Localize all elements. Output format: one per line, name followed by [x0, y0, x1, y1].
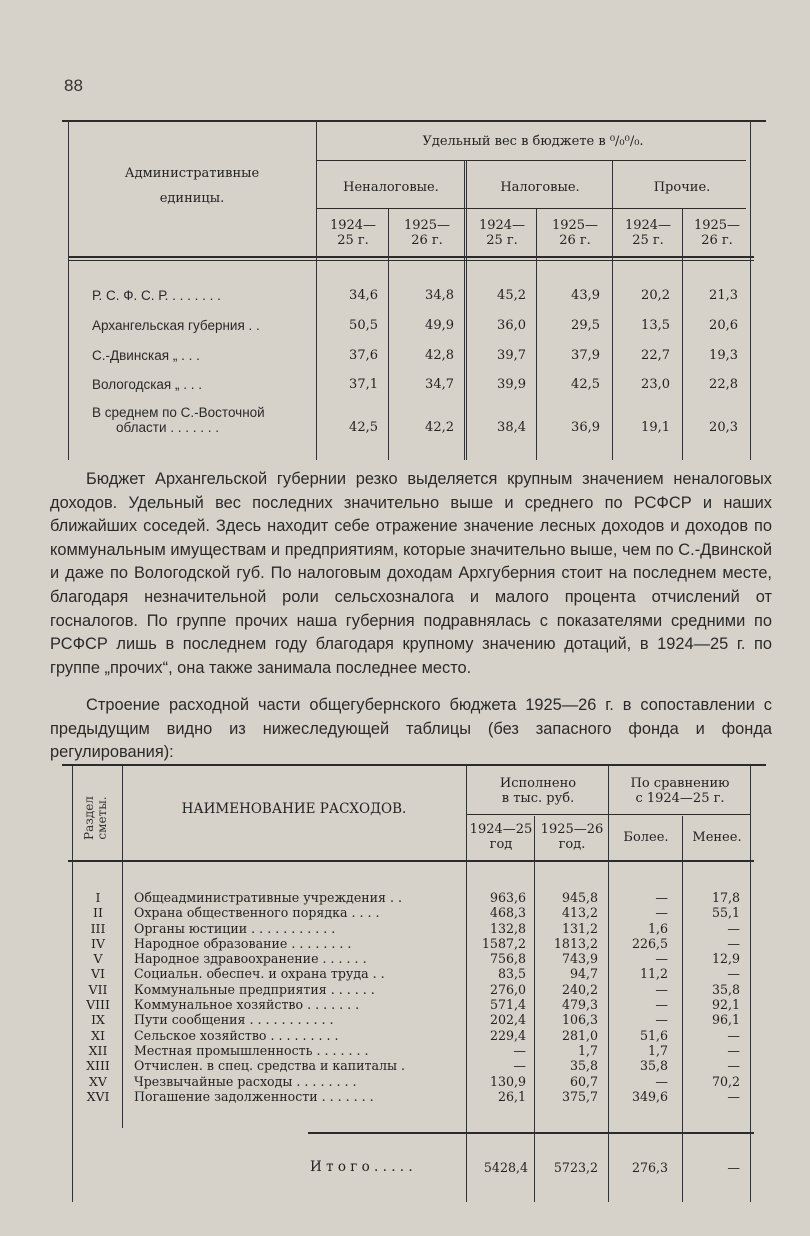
table1-header-rule: [68, 256, 754, 258]
header-executed: Исполнено в тыс. руб.: [499, 776, 577, 806]
header-expense-name: НАИМЕНОВАНИЕ РАСХОДОВ.: [181, 801, 407, 817]
table1-col-divider: [682, 208, 683, 460]
total-1924: 5428,4: [483, 1160, 528, 1175]
header-more: Более.: [623, 830, 669, 845]
table2-col-divider: [682, 816, 683, 1202]
total-less: —: [727, 1160, 740, 1175]
cell-value: 45,2: [497, 288, 526, 303]
row-codes: I II III IV V VI VII VIII IX XI XII XIII XV XVI: [86, 890, 110, 1104]
header-comparison: По сравнению с 1924—25 г.: [630, 776, 730, 806]
row-label-rsfsr: Р. С. Ф. С. Р. . . . . . . .: [92, 288, 221, 303]
cell-value: 42,5: [349, 420, 378, 435]
table1-col-divider: [536, 208, 537, 460]
cell-value: 20,2: [641, 288, 670, 303]
cell-value: 37,6: [349, 348, 378, 363]
header-year-1924: 1924—25 год: [469, 822, 533, 852]
col-more-values: — — 1,6 226,5 — 11,2 — — — 51,6 1,7 35,8 — 349,6: [631, 890, 668, 1104]
cell-value: 36,9: [571, 420, 600, 435]
table2-col-divider: [466, 766, 467, 1202]
total-more: 276,3: [631, 1160, 668, 1175]
year-header: 1925— 26 г.: [693, 218, 741, 248]
cell-value: 37,9: [571, 348, 600, 363]
budget-share-table: [48, 118, 766, 462]
cell-value: 29,5: [571, 318, 600, 333]
cell-value: 39,7: [497, 348, 526, 363]
table1-group-rule: [316, 160, 746, 161]
table1-left-border: [68, 120, 69, 460]
cell-value: 39,9: [497, 377, 526, 392]
group-nontax: Неналоговые.: [343, 180, 439, 195]
cell-value: 42,5: [571, 377, 600, 392]
row-label-vologda: Вологодская „ . . .: [92, 377, 202, 392]
cell-value: 19,1: [641, 420, 670, 435]
cell-value: 36,0: [497, 318, 526, 333]
header-less: Менее.: [692, 830, 742, 845]
col-less-values: 17,8 55,1 — — 12,9 — 35,8 92,1 96,1 — — — 70,2 —: [711, 890, 740, 1104]
table2-left-border: [72, 766, 73, 1202]
table2-col-divider: [534, 816, 535, 1202]
year-header: 1924— 25 г.: [478, 218, 526, 248]
header-razdel: Раздел сметы.: [82, 796, 109, 840]
group-tax: Налоговые.: [500, 180, 580, 195]
cell-value: 34,6: [349, 288, 378, 303]
cell-value: 19,3: [709, 348, 738, 363]
year-header: 1925— 26 г.: [403, 218, 451, 248]
cell-value: 23,0: [641, 377, 670, 392]
cell-value: 21,3: [709, 288, 738, 303]
table2-header-rule: [68, 860, 754, 862]
cell-value: 20,3: [709, 420, 738, 435]
cell-value: 34,7: [425, 377, 454, 392]
paragraph-budget-analysis: Бюджет Архангельской губернии резко выделяется крупным значением неналоговых доходов. Удельный вес последних значительно выше и среднего по РСФСР и наших ближайших соседей. Здесь находит себе отражение значение лесных доходов и доходов по коммунальным имуществам и предприятиям, которые значительно выше, чем по С.-Двинской и даже по Вологодской губ. По налоговым доходам Архгуберния стоит на последнем месте, благодаря незначительной роли сельсхозналога и малого процента отчислений от госналогов. По группе прочих наша губерния подравнялась с показателями средними по РСФСР лишь в последнем году благодаря крупному значению дотаций, в 1924—25 г. по группе „прочих“, она также занимала последнее место.: [50, 470, 772, 677]
table1-header-rule-2: [68, 260, 754, 261]
row-names: Общеадминистративные учреждения . . Охрана общественного порядка . . . . Органы юстиции . . . . . . . . . . . Народное образование . . . . . . . . Народное здравоохранение . . . . . . Социальн. обеспеч. и охрана труда . . Коммунальные предприятия . . . . . . Коммунальное хозяйство . . . . . . . Пути сообщения . . . . . . . . . . . Сельское хозяйство . . . . . . . . . Местная промышленность . . . . . . . Отчислен. в спец. средства и капиталы . Чрезвычайные расходы . . . . . . . . Погашение задолженности . . . . . . .: [134, 890, 406, 1104]
cell-value: 38,4: [497, 420, 526, 435]
page-number: 88: [64, 76, 83, 95]
total-1925: 5723,2: [553, 1160, 598, 1175]
table2-col-divider: [608, 766, 609, 1202]
cell-value: 22,8: [709, 377, 738, 392]
paragraph-expense-structure: Строение расходной части общегубернского бюджета 1925—26 г. в сопоставлении с предыдущим видно из нижеследующей таблицы (без запасного фонда и фонда регулирования):: [50, 696, 772, 762]
cell-value: 37,1: [349, 377, 378, 392]
col-1924-values: 963,6 468,3 132,8 1587,2 756,8 83,5 276,0 571,4 202,4 229,4 — — 130,9 26,1: [481, 890, 526, 1104]
cell-value: 43,9: [571, 288, 600, 303]
cell-value: 34,8: [425, 288, 454, 303]
total-label: И т о г о . . . . .: [310, 1159, 413, 1175]
table1-header-units: [72, 166, 312, 206]
year-header: 1924— 25 г.: [329, 218, 377, 248]
row-label-average: В среднем по С.-Восточной области . . . . . . .: [92, 405, 265, 435]
header-units-line1: Административные: [124, 166, 260, 181]
cell-value: 13,5: [641, 318, 670, 333]
table2-top-rule: [62, 764, 766, 766]
table1-top-rule: [62, 120, 766, 122]
year-header: 1924— 25 г.: [624, 218, 672, 248]
table1-col-divider: [612, 160, 613, 460]
cell-value: 42,8: [425, 348, 454, 363]
expenses-table: [48, 764, 768, 1204]
header-units-line2: единицы.: [159, 191, 225, 206]
row-label-sdvinsk: С.-Двинская „ . . .: [92, 348, 200, 363]
header-year-1925: 1925—26 год.: [540, 822, 604, 852]
year-header: 1925— 26 г.: [551, 218, 599, 248]
col-1925-values: 945,8 413,2 131,2 1813,2 743,9 94,7 240,2 479,3 106,3 281,0 1,7 35,8 60,7 375,7: [553, 890, 598, 1104]
cell-value: 22,7: [641, 348, 670, 363]
table1-col-divider: [388, 208, 389, 460]
table2-right-border: [750, 766, 751, 1202]
table1-header-share: Удельный вес в бюджете в ⁰/₀⁰/₀.: [422, 134, 644, 149]
table1-right-border: [750, 120, 751, 460]
row-label-arkhangelsk: Архангельская губерния . .: [92, 318, 260, 333]
cell-value: 49,9: [425, 318, 454, 333]
table2-total-rule: [308, 1132, 754, 1134]
group-other: Прочие.: [653, 180, 711, 195]
table2-col-divider: [122, 766, 123, 1128]
cell-value: 42,2: [425, 420, 454, 435]
table1-col-divider: [316, 120, 317, 460]
cell-value: 50,5: [349, 318, 378, 333]
cell-value: 20,6: [709, 318, 738, 333]
table1-col-divider: [464, 160, 465, 460]
table1-col-divider: [466, 160, 467, 460]
